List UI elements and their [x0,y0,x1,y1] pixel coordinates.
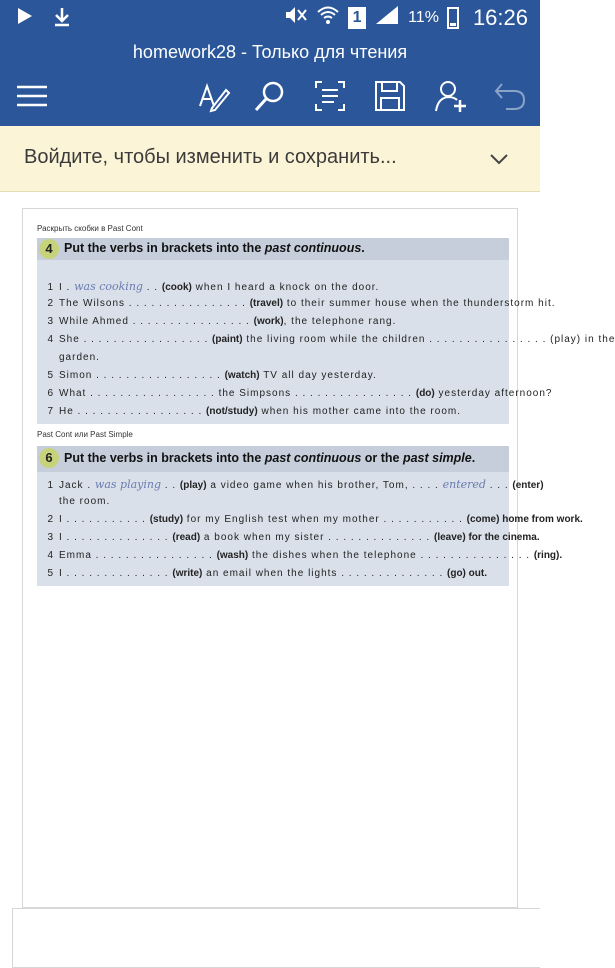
verb-prompt: (do) [415,388,435,399]
exercise-line [39,280,379,293]
line-text: Jack . [59,480,95,491]
line-text: when his mother came into the room. [257,406,461,417]
line-text: a book when my sister . . . . . . . . . . . . . . [200,532,434,543]
line-text: I . . . . . . . . . . . [59,514,150,525]
handwritten-answer: entered [442,478,486,491]
clock: 16:26 [472,4,528,30]
line-number: 3 [47,316,53,327]
exercise-number-badge: 4 [39,239,59,259]
exercise-4-scan [37,238,615,424]
verb-prompt: (wash) [216,550,249,561]
signal-icon [374,4,400,31]
battery-percent: 11% [408,8,439,26]
document-page-next[interactable] [12,908,540,968]
exercise-line [39,550,562,561]
handwritten-answer: was cooking [74,280,143,293]
download-icon [52,6,72,33]
line-text: the room. [59,496,111,507]
document-title: homework28 - Только для чтения [132,42,408,62]
line-number: 2 [47,298,53,309]
line-text: She . . . . . . . . . . . . . . . . . [59,334,213,345]
read-mode-icon[interactable] [312,78,348,114]
chevron-down-icon[interactable] [488,148,510,170]
undo-icon[interactable] [492,78,528,114]
app-bar [0,36,540,126]
line-text: . . [142,282,162,293]
verb-prompt: (read) [172,532,201,543]
line-number: 4 [47,550,53,561]
signin-message: Войдите, чтобы изменить и сохранить... [24,146,397,168]
verb-prompt: (write) [172,568,203,579]
exercise-line [39,406,461,417]
line-text: , the telephone rang. [283,316,397,327]
line-text: . . [161,480,180,491]
line-text: I . . . . . . . . . . . . . . [59,568,173,579]
edit-icon[interactable] [196,78,232,114]
exercise-line [39,568,487,579]
exercise-line [39,496,110,507]
line-text: . . . [485,480,513,491]
verb-prompt: (study) [149,514,184,525]
exercise-line [39,370,377,381]
line-text: What . . . . . . . . . . . . . . . . . the Simpsons . . . . . . . . . . . . . . . . [59,388,416,399]
line-text: Simon . . . . . . . . . . . . . . . . . [59,370,225,381]
line-text: TV all day yesterday. [259,370,377,381]
save-icon[interactable] [372,78,408,114]
line-text: garden. [59,352,100,363]
exercise-number-badge: 6 [39,448,59,468]
verb-prompt: (come) home from work. [466,514,583,525]
line-number: 2 [47,514,53,525]
line-text: The Wilsons . . . . . . . . . . . . . . . . [59,298,250,309]
search-icon[interactable] [252,78,288,114]
exercise-6-scan [37,446,583,586]
line-number: 1 [47,480,53,491]
line-text: to their summer house when the thunderstorm hit. [283,298,556,309]
verb-prompt: (go) out. [447,568,487,579]
line-text: the dishes when the telephone . . . . . . . . . . . . . . . [248,550,534,561]
line-number: 4 [47,334,53,345]
line-text: when I heard a knock on the door. [191,282,380,293]
exercise-line [39,352,100,363]
line-text: I . [59,282,75,293]
line-number: 5 [47,568,53,579]
line-number: 1 [47,282,53,293]
exercise-line [39,316,396,327]
battery-icon [447,7,459,29]
exercise-heading: Put the verbs in brackets into the past continuous. [64,241,365,255]
line-text: Emma . . . . . . . . . . . . . . . . [59,550,217,561]
verb-prompt: (paint) [212,334,243,345]
line-text: a video game when his brother, Tom, . . . . [206,480,443,491]
play-icon [16,6,34,33]
verb-prompt: (watch) [224,370,260,381]
exercise-line [39,478,544,491]
verb-prompt: (enter) [512,480,544,491]
line-text: I . . . . . . . . . . . . . . [59,532,173,543]
line-text: for my English test when my mother . . . . . . . . . . . [183,514,467,525]
line-number: 7 [47,406,53,417]
line-text: an email when the lights . . . . . . . . . . . . . . [202,568,447,579]
exercise-line [39,532,540,543]
mute-icon [284,4,308,31]
line-number: 6 [47,388,53,399]
signin-banner[interactable] [0,126,540,192]
exercise-heading: Put the verbs in brackets into the past continuous or the past simple. [64,451,476,465]
line-text: yesterday afternoon? [434,388,553,399]
status-bar [0,0,540,36]
line-number: 3 [47,532,53,543]
line-text: While Ahmed . . . . . . . . . . . . . . . . [59,316,254,327]
line-number: 5 [47,370,53,381]
verb-prompt: (play) [179,480,207,491]
share-icon[interactable] [432,78,468,114]
wifi-icon [316,4,340,31]
line-text: He . . . . . . . . . . . . . . . . . [59,406,207,417]
handwritten-answer: was playing [94,478,161,491]
note-past-cont-or-simple: Past Cont или Past Simple [37,430,133,439]
menu-icon[interactable] [14,78,50,114]
line-text: the living room while the children . . . . . . . . . . . . . . . . (play) in the [242,334,615,345]
exercise-line [39,514,583,525]
exercise-line [39,298,556,309]
exercise-line [39,334,615,345]
verb-prompt: (not/study) [206,406,258,417]
verb-prompt: (travel) [249,298,284,309]
exercise-line [39,388,552,399]
note-past-cont: Раскрыть скобки в Past Cont [37,224,143,233]
sim-icon: 1 [348,7,366,29]
verb-prompt: (ring). [533,550,563,561]
verb-prompt: (work) [253,316,284,327]
verb-prompt: (leave) for the cinema. [434,532,540,543]
verb-prompt: (cook) [161,282,192,293]
